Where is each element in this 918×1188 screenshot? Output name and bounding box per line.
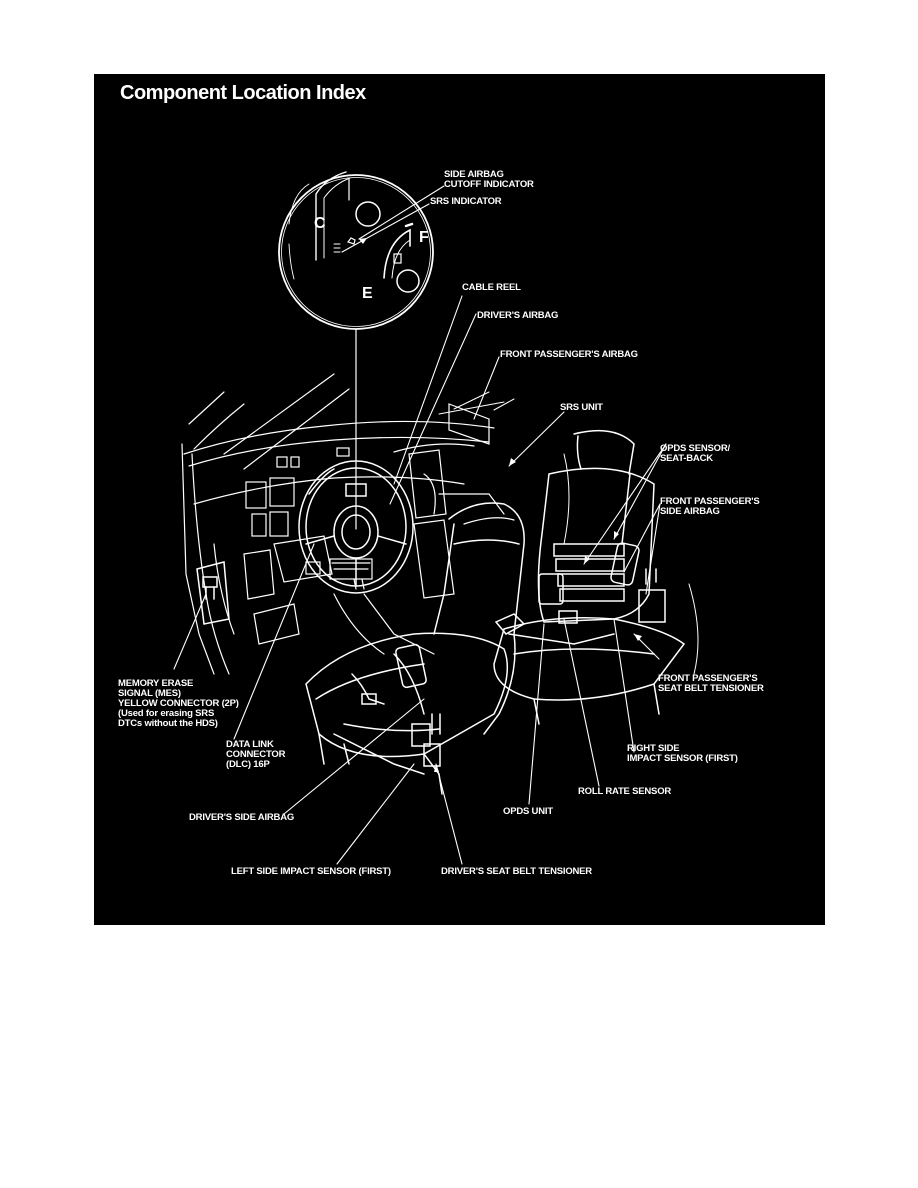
label-cable-reel: CABLE REEL xyxy=(462,282,521,293)
label-srs-unit: SRS UNIT xyxy=(560,402,603,413)
gauge-letter-e: E xyxy=(362,285,373,302)
label-front-passenger-seat-belt-tensioner: FRONT PASSENGER'S SEAT BELT TENSIONER xyxy=(658,673,764,694)
label-opds-unit: OPDS UNIT xyxy=(503,806,553,817)
label-side-airbag-cutoff-indicator: SIDE AIRBAG CUTOFF INDICATOR xyxy=(444,169,534,190)
gauge-letter-f: F xyxy=(419,229,429,246)
mes-connector-bracket xyxy=(197,562,229,624)
label-front-passenger-airbag: FRONT PASSENGER'S AIRBAG xyxy=(500,349,638,360)
label-drivers-seat-belt-tensioner: DRIVER'S SEAT BELT TENSIONER xyxy=(441,866,592,877)
passenger-seat xyxy=(494,431,684,724)
label-drivers-airbag: DRIVER'S AIRBAG xyxy=(477,310,559,321)
label-drivers-side-airbag: DRIVER'S SIDE AIRBAG xyxy=(189,812,295,823)
dashboard-outline xyxy=(182,374,514,674)
label-front-passenger-side-airbag: FRONT PASSENGER'S SIDE AIRBAG xyxy=(660,496,760,517)
driver-seat xyxy=(306,503,524,794)
instrument-cluster-inset xyxy=(279,172,433,529)
gauge-letter-c: C xyxy=(314,215,326,232)
label-roll-rate-sensor: ROLL RATE SENSOR xyxy=(578,786,672,797)
label-opds-sensor-seat-back: OPDS SENSOR/ SEAT-BACK xyxy=(660,443,730,464)
label-right-side-impact-sensor: RIGHT SIDE IMPACT SENSOR (FIRST) xyxy=(627,743,738,764)
center-console xyxy=(306,450,454,654)
label-left-side-impact-sensor: LEFT SIDE IMPACT SENSOR (FIRST) xyxy=(231,866,391,877)
label-data-link-connector: DATA LINK CONNECTOR (DLC) 16P xyxy=(226,739,286,770)
diagram-panel xyxy=(94,74,825,925)
page-title: Component Location Index xyxy=(120,82,366,104)
label-memory-erase-signal: MEMORY ERASE SIGNAL (MES) YELLOW CONNECTOR (2P) (Used for erasing SRS DTCs without the HDS) xyxy=(118,678,239,729)
label-srs-indicator: SRS INDICATOR xyxy=(430,196,502,207)
